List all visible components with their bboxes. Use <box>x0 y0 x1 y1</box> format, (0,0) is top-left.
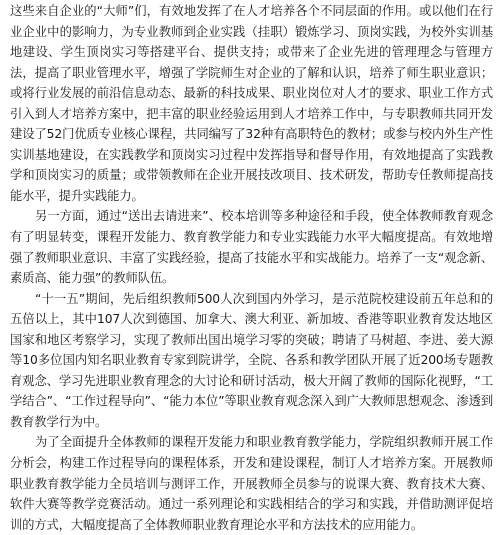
paragraph-4: 为了全面提升全体教师的课程开发能力和职业教育教学能力，学院组织教师开展工作分析会，构建工作过程导向的课程体系，开发和建设课程，制订人才培养方案。开展教师职业教育教学能力全员培训与测评工作，开展教师全员参与的说课大赛、教育技术大赛、软件大赛等教学竞赛活动。通过一系列理论和实践相结合的学习和实践，并借助测评促培训的方式，大幅度提高了全体教师职业教育理论水平和方法技术的应用能力。 <box>10 435 493 532</box>
paragraph-1: 这些来自企业的“大师”们，有效地发挥了在人才培养各个不同层面的作用。或以他们在行业企业中的影响力，为专业教师到企业实践（挂职）锻炼学习、顶岗实践，为校外实训基地建设、学生顶岗实习等搭建平台、提供支持；或带来了企业先进的管理理念与管理方法，提高了职业管理水平，增强了学院师生对企业的了解和认识，培养了师生职业意识；或将行业发展的前沿信息动态、最新的科技成果、职业岗位对人才的要求、职业工作方式引入到人才培养方案中，把丰富的职业经验运用到人才培养工作中，与专职教师共同开发建设了52门优质专业核心课程，共同编写了32种有高职特色的教材；或参与校内外生产性实训基地建设，在实践教学和顶岗实习过程中发挥指导和督导作用，有效地提高了实践教学和顶岗实习的质量；或带领教师在企业开展技改项目、技术研发，帮助专任教师提高技能水平，提升实践能力。 <box>10 4 493 203</box>
paragraph-2: 另一方面，通过“送出去请进来”、校本培训等多种途径和手段，使全体教师教育观念有了明显转变，课程开发能力、教育教学能力和专业实践能力水平大幅度提高。有效地增强了教师职业意识、丰富了实践经验，提高了技能水平和实战能力。培养了一支“观念新、素质高、能力强”的教师队伍。 <box>10 209 493 286</box>
paragraph-3: “十一五”期间，先后组织教师500人次到国内外学习，是示范院校建设前五年总和的五倍以上，其中107人次到德国、加拿大、澳大利亚、新加坡、香港等职业教育发达地区国家和地区考察学习，实现了教师出国出境学习零的突破；聘请了马树超、李进、姜大源等10多位国内知名职业教育专家到院讲学，全院、各系和教学团队开展了近200场专题教育观念、学习先进职业教育理念的大讨论和研讨活动，极大开阔了教师的国际化视野，“工学结合”、“工作过程导向”、“能力本位”等职业教育观念深入到广大教师思想观念、渗透到教育教学行为中。 <box>10 291 493 429</box>
